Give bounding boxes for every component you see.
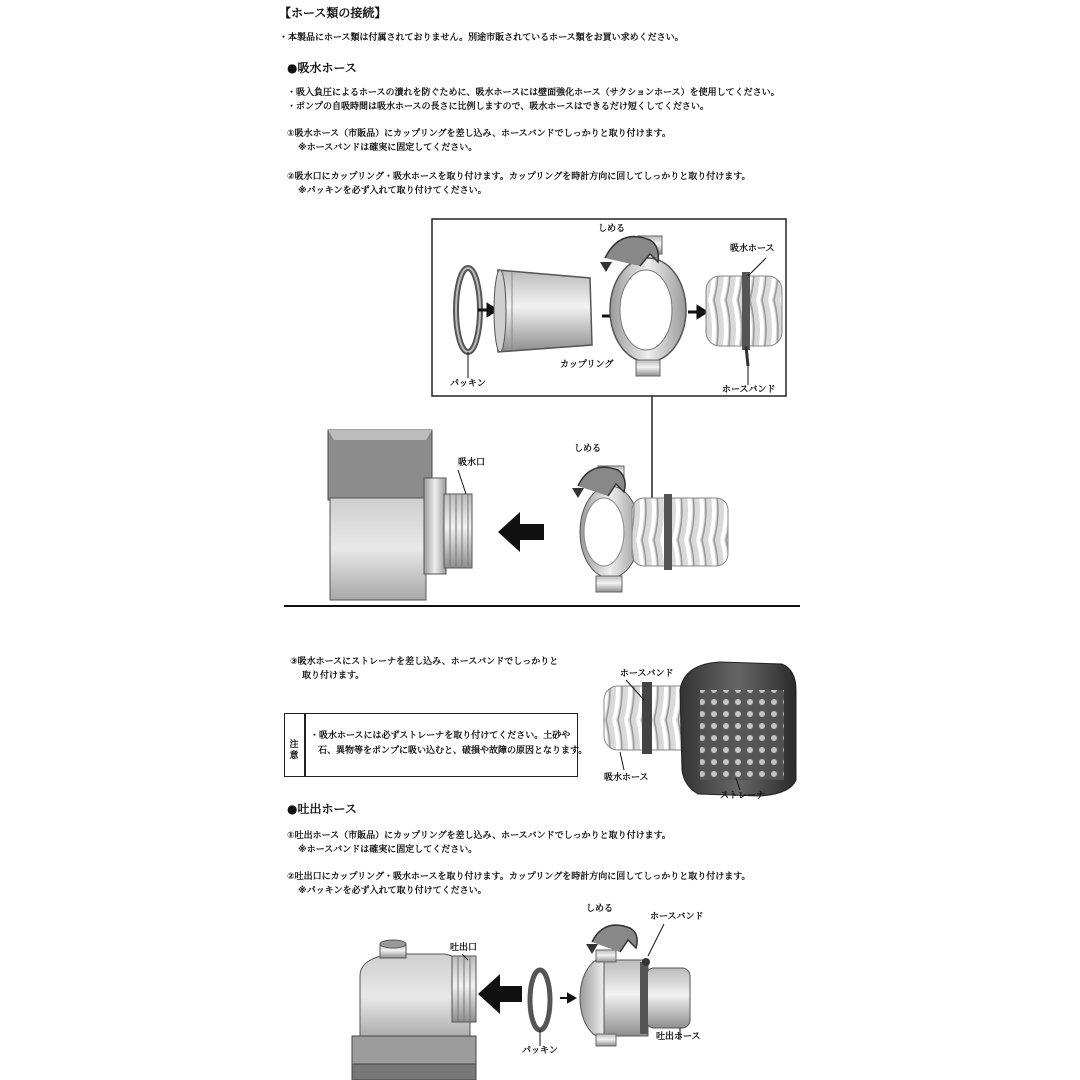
label-coupling: カップリング [560, 360, 614, 370]
label-strainer-hose-band: ホースバンド [620, 669, 674, 679]
label-tighten-top: しめる [598, 224, 626, 234]
label-discharge-tighten: しめる [586, 904, 614, 914]
suction-bullet-1: ・吸入負圧によるホースの潰れを防ぐために、吸水ホースには壁面強化ホース（サクションホース）を使用してください。 [287, 88, 780, 98]
pump-body-icon [330, 498, 426, 600]
suction-bullet-2: ・ポンプの自吸時間は吸水ホースの長さに比例しますので、吸水ホースはできるだけ短くしてください。 [287, 102, 709, 112]
label-discharge-hose: 吐出ホース [656, 1032, 701, 1042]
caution-box [284, 713, 578, 777]
suction-step1: ①吸水ホース（市販品）にカップリングを差し込み、ホースバンドでしっかりと取り付けます。 [287, 129, 671, 139]
label-suction-hose-top: 吸水ホース [730, 244, 775, 254]
discharge-heading: ●吐出ホース [287, 802, 357, 816]
no-hose-note: ・本製品にホース類は付属されておりません。別途市販されているホース類をお買い求めください。 [279, 33, 684, 43]
label-strainer: ストレーナ [720, 791, 766, 801]
page-title: 【ホース類の接続】 [279, 6, 387, 20]
label-strainer-suction-hose: 吸水ホース [604, 773, 649, 783]
suction-step3-line2: 取り付けます。 [302, 671, 365, 681]
suction-step1-note: ※ホースバンドは確実に固定してください。 [298, 143, 478, 153]
discharge-step1: ①吐出ホース（市販品）にカップリングを差し込み、ホースバンドでしっかりと取り付けます。 [287, 831, 671, 841]
suction-step2: ②吸水口にカップリング・吸水ホースを取り付けます。カップリングを時計方向に回してしっかりと取り付けます。 [287, 172, 751, 182]
caution-line-2: 石、異物等をポンプに吸い込むと、破損や故障の原因となります。 [318, 746, 588, 756]
suction-step3-line1: ③吸水ホースにストレーナを差し込み、ホースバンドでしっかりと [290, 657, 559, 667]
packing-ring-discharge-icon [530, 970, 550, 1030]
label-outlet: 吐出口 [450, 943, 478, 953]
label-packing-top: パッキン [450, 379, 486, 389]
label-hose-band-top: ホースバンド [722, 385, 776, 395]
label-discharge-hose-band: ホースバンド [650, 912, 704, 922]
suction-step2-note: ※パッキンを必ず入れて取り付けてください。 [298, 186, 487, 196]
caution-label: 注意 [289, 740, 299, 761]
discharge-step2-note: ※パッキンを必ず入れて取り付けてください。 [298, 886, 487, 896]
suction-heading: ●吸水ホース [287, 61, 357, 75]
caution-divider [304, 714, 306, 776]
arrow-left-icon [498, 512, 544, 552]
label-inlet: 吸水口 [458, 458, 486, 468]
discharge-hose-icon [646, 968, 690, 1028]
label-tighten-mid: しめる [574, 444, 602, 454]
discharge-step1-note: ※ホースバンドは確実に固定してください。 [298, 845, 478, 855]
discharge-step2: ②吐出口にカップリング・吸水ホースを取り付けます。カップリングを時計方向に回してしっかりと取り付けます。 [287, 872, 751, 882]
suction-hose-assembled-icon [632, 498, 728, 566]
pump-body-top [328, 430, 432, 500]
label-discharge-packing: パッキン [522, 1046, 558, 1056]
caution-line-1: ・吸水ホースには必ずストレーナを取り付けてください。土砂や [310, 731, 571, 741]
